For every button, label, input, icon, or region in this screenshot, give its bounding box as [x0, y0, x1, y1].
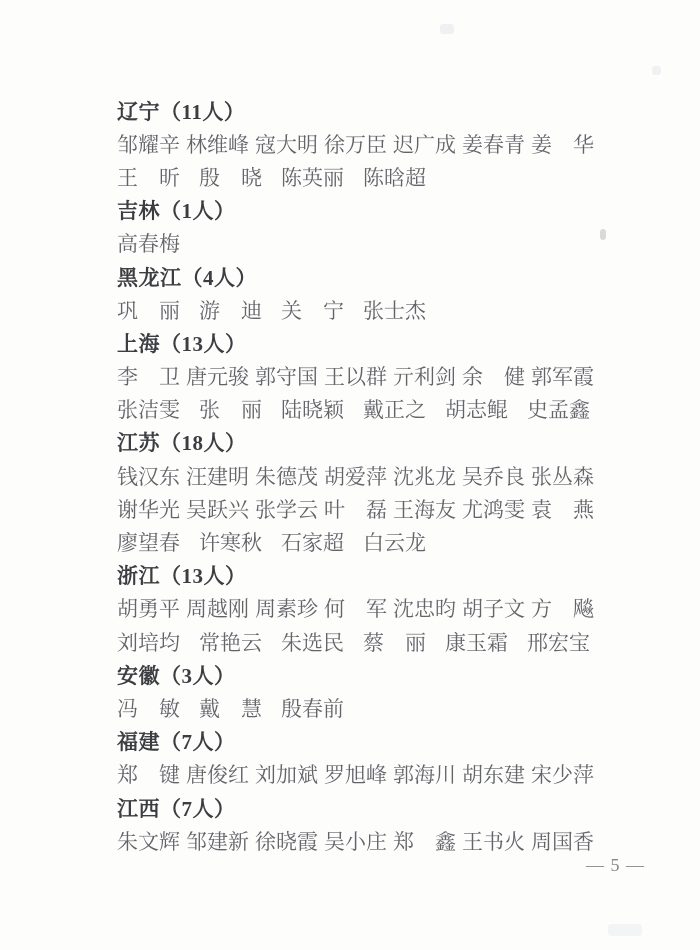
person-name: 王海友: [393, 497, 456, 522]
person-name: 郭军霞: [531, 365, 594, 390]
person-name: 郑 键: [117, 763, 180, 788]
name-line: [117, 293, 594, 326]
person-name: 朱文辉: [117, 829, 180, 854]
person-name: 唐元骏: [186, 365, 249, 390]
province-header: 辽宁（11人）: [117, 99, 246, 124]
person-name: 胡子文: [462, 597, 525, 622]
person-name: 康玉霜: [445, 630, 508, 655]
person-name: 方 飚: [531, 597, 594, 622]
name-line: [117, 160, 594, 193]
name-line: [117, 492, 594, 525]
name-line: [117, 393, 594, 426]
person-name: 白云龙: [363, 531, 426, 556]
name-line: [117, 758, 594, 791]
person-name: 张丛森: [531, 464, 594, 489]
person-name: 陈英丽: [281, 165, 344, 190]
person-name: 叶 磊: [324, 497, 387, 522]
province-header: 黑龙江（4人）: [117, 265, 257, 290]
province-header: 上海（13人）: [117, 331, 247, 356]
person-name: 宋少萍: [531, 763, 594, 788]
name-line: [117, 525, 594, 558]
person-name: 胡勇平: [117, 597, 180, 622]
person-name: 胡志鲲: [445, 398, 508, 423]
person-name: 王书火: [462, 829, 525, 854]
person-name: 谢华光: [117, 497, 180, 522]
person-name: 陈晗超: [363, 165, 426, 190]
person-name: 许寒秋: [199, 531, 262, 556]
scan-artifact: [652, 66, 661, 75]
person-name: 邹建新: [186, 829, 249, 854]
province-header: 安徽（3人）: [117, 663, 236, 688]
person-name: 周越刚: [186, 597, 249, 622]
person-name: 唐俊红: [186, 763, 249, 788]
person-name: 张洁雯: [117, 398, 180, 423]
name-line: [117, 625, 594, 658]
person-name: 王以群: [324, 365, 387, 390]
page-number: — 5 —: [586, 855, 645, 875]
person-name: 廖望春: [117, 531, 180, 556]
name-line: [117, 360, 594, 393]
person-name: 尤鸿雯: [462, 497, 525, 522]
province-header: 吉林（1人）: [117, 199, 236, 224]
person-name: 张士杰: [363, 298, 426, 323]
person-name: 吴小庄: [324, 829, 387, 854]
person-name: 周国香: [531, 829, 594, 854]
person-name: 姜春青: [462, 132, 525, 157]
person-name: 李 卫: [117, 365, 180, 390]
name-line: [117, 824, 594, 857]
person-name: 刘培均: [117, 630, 180, 655]
person-name: 朱选民: [281, 630, 344, 655]
person-name: 徐万臣: [324, 132, 387, 157]
name-line: [117, 227, 594, 260]
person-name: 巩 丽: [117, 298, 180, 323]
person-name: 寇大明: [255, 132, 318, 157]
person-name: 汪建明: [186, 464, 249, 489]
person-name: 吴乔良: [462, 464, 525, 489]
person-name: 高春梅: [117, 232, 180, 257]
person-name: 郑 鑫: [393, 829, 456, 854]
person-name: 刘加斌: [255, 763, 318, 788]
province-header: 江苏（18人）: [117, 431, 247, 456]
person-name: 王 昕: [117, 165, 180, 190]
person-name: 姜 华: [531, 132, 594, 157]
person-name: 陆晓颖: [281, 398, 344, 423]
person-name: 殷 晓: [199, 165, 262, 190]
person-name: 迟广成: [393, 132, 456, 157]
name-line: [117, 691, 594, 724]
name-line: [117, 459, 594, 492]
person-name: 胡东建: [462, 763, 525, 788]
person-name: 戴 慧: [199, 696, 262, 721]
person-name: 林维峰: [186, 132, 249, 157]
person-name: 胡爱萍: [324, 464, 387, 489]
province-header: 浙江（13人）: [117, 564, 247, 589]
person-name: 常艳云: [199, 630, 262, 655]
person-name: 余 健: [462, 365, 525, 390]
person-name: 何 军: [324, 597, 387, 622]
person-name: 戴正之: [363, 398, 426, 423]
person-name: 游 迪: [199, 298, 262, 323]
province-name-list: [117, 94, 594, 857]
person-name: 邢宏宝: [527, 630, 590, 655]
person-name: 沈兆龙: [393, 464, 456, 489]
person-name: 关 宁: [281, 298, 344, 323]
person-name: 郭守国: [255, 365, 318, 390]
person-name: 郭海川: [393, 763, 456, 788]
person-name: 吴跃兴: [186, 497, 249, 522]
province-header: 江西（7人）: [117, 796, 236, 821]
scan-artifact: [608, 924, 642, 936]
name-line: [117, 127, 594, 160]
person-name: 亓利剑: [393, 365, 456, 390]
province-header: 福建（7人）: [117, 730, 236, 755]
person-name: 张 丽: [199, 398, 262, 423]
person-name: 冯 敏: [117, 696, 180, 721]
person-name: 朱德茂: [255, 464, 318, 489]
scan-artifact: [600, 229, 606, 240]
scan-artifact: [440, 24, 454, 34]
person-name: 蔡 丽: [363, 630, 426, 655]
person-name: 徐晓霞: [255, 829, 318, 854]
person-name: 罗旭峰: [324, 763, 387, 788]
person-name: 周素珍: [255, 597, 318, 622]
person-name: 殷春前: [281, 696, 344, 721]
person-name: 钱汉东: [117, 464, 180, 489]
person-name: 张学云: [255, 497, 318, 522]
person-name: 史孟鑫: [527, 398, 590, 423]
person-name: 沈忠昀: [393, 597, 456, 622]
person-name: 袁 燕: [531, 497, 594, 522]
name-line: [117, 592, 594, 625]
person-name: 邹耀辛: [117, 132, 180, 157]
person-name: 石家超: [281, 531, 344, 556]
